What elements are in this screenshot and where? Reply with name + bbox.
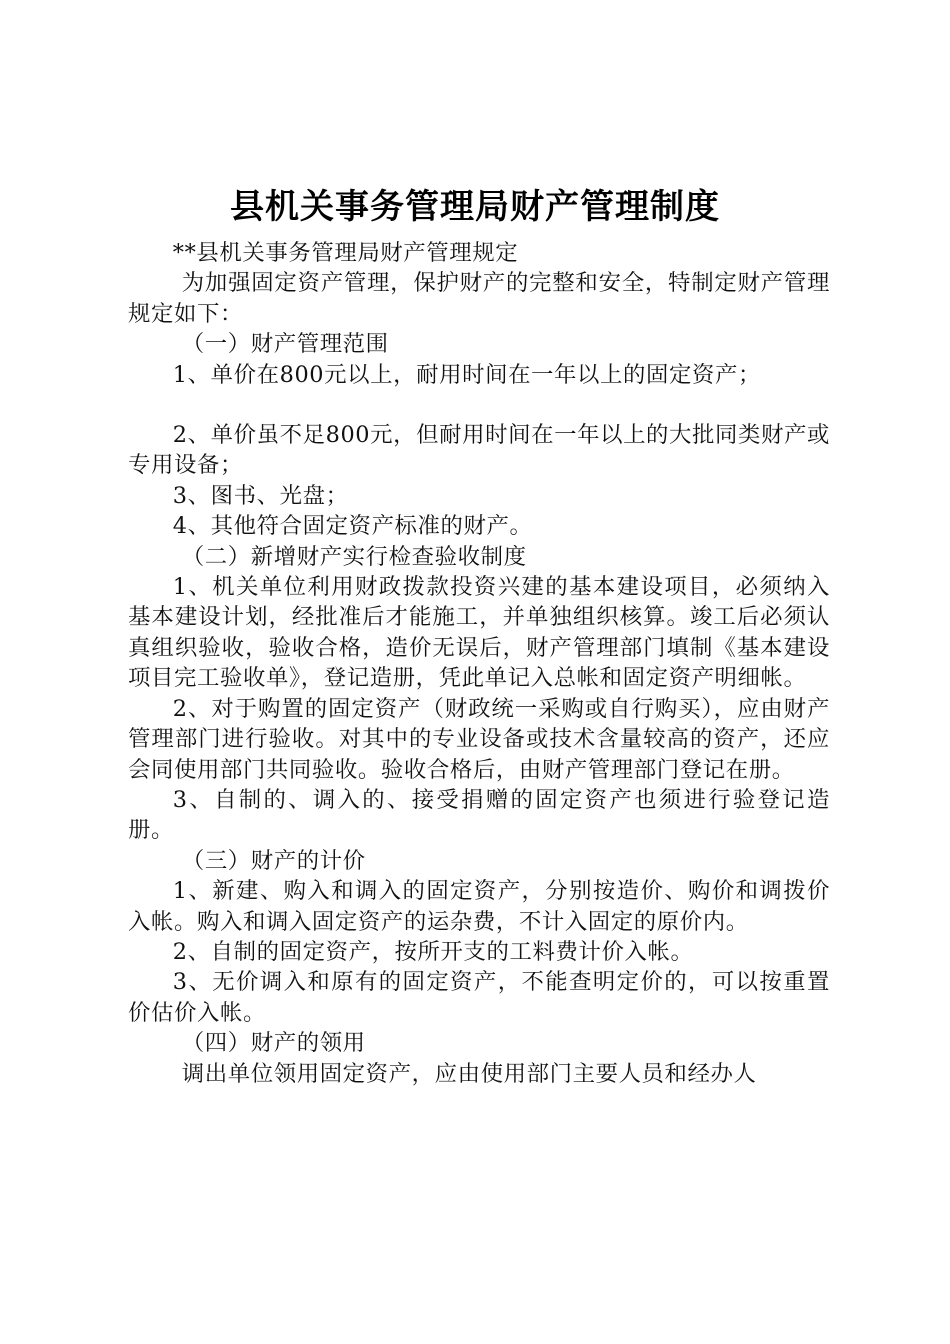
section-heading-1: （一）财产管理范围	[181, 331, 389, 358]
section-heading-4: （四）财产的领用	[181, 1030, 366, 1057]
paragraph-3-3: 3、无价调入和原有的固定资产，不能查明定价的，可以按重置价估价入帐。	[128, 969, 830, 1026]
paragraph-3-2: 2、自制的固定资产，按所开支的工料费计价入帐。	[172, 938, 694, 965]
paragraph-2-1: 1、机关单位利用财政拨款投资兴建的基本建设项目，必须纳入基本建设计划，经批准后才能施工，并单独组织核算。竣工后必须认真组织验收，验收合格，造价无误后，财产管理部门填制《基本建设项目完工验收单》，登记造册，凭此单记入总帐和固定资产明细帐。	[128, 574, 830, 692]
blank-line	[128, 390, 830, 420]
paragraph-1-3: 3、图书、光盘；	[172, 482, 349, 509]
section-heading-3: （三）财产的计价	[181, 847, 366, 874]
document-title: 县机关事务管理局财产管理制度	[230, 187, 720, 227]
section-heading-2: （二）新增财产实行检查验收制度	[181, 543, 527, 570]
paragraph-2-3: 3、自制的、调入的、接受捐赠的固定资产也须进行验登记造册。	[128, 786, 830, 844]
paragraph-2-2: 2、对于购置的固定资产（财政统一采购或自行购买），应由财产管理部门进行验收。对其中的专业设备或技术含量较高的资产，还应会同使用部门共同验收。验收合格后，由财产管理部门登记在册。	[128, 695, 830, 783]
paragraph-4-1: 调出单位领用固定资产，应由使用部门主要人员和经办人	[181, 1060, 757, 1087]
document-body	[128, 238, 830, 1089]
paragraph-1-1: 1、单价在800元以上，耐用时间在一年以上的固定资产；	[172, 361, 761, 388]
subtitle: **县机关事务管理局财产管理规定	[172, 240, 519, 266]
paragraph-1-2: 2、单价虽不足800元，但耐用时间在一年以上的大批同类财产或专用设备；	[128, 422, 830, 479]
paragraph-intro: 为加强固定资产管理，保护财产的完整和安全，特制定财产管理规定如下：	[128, 270, 830, 327]
paragraph-1-4: 4、其他符合固定资产标准的财产。	[172, 513, 533, 540]
paragraph-3-1: 1、新建、购入和调入的固定资产，分别按造价、购价和调拨价入帐。购入和调入固定资产的运杂费，不计入固定的原价内。	[128, 878, 830, 935]
